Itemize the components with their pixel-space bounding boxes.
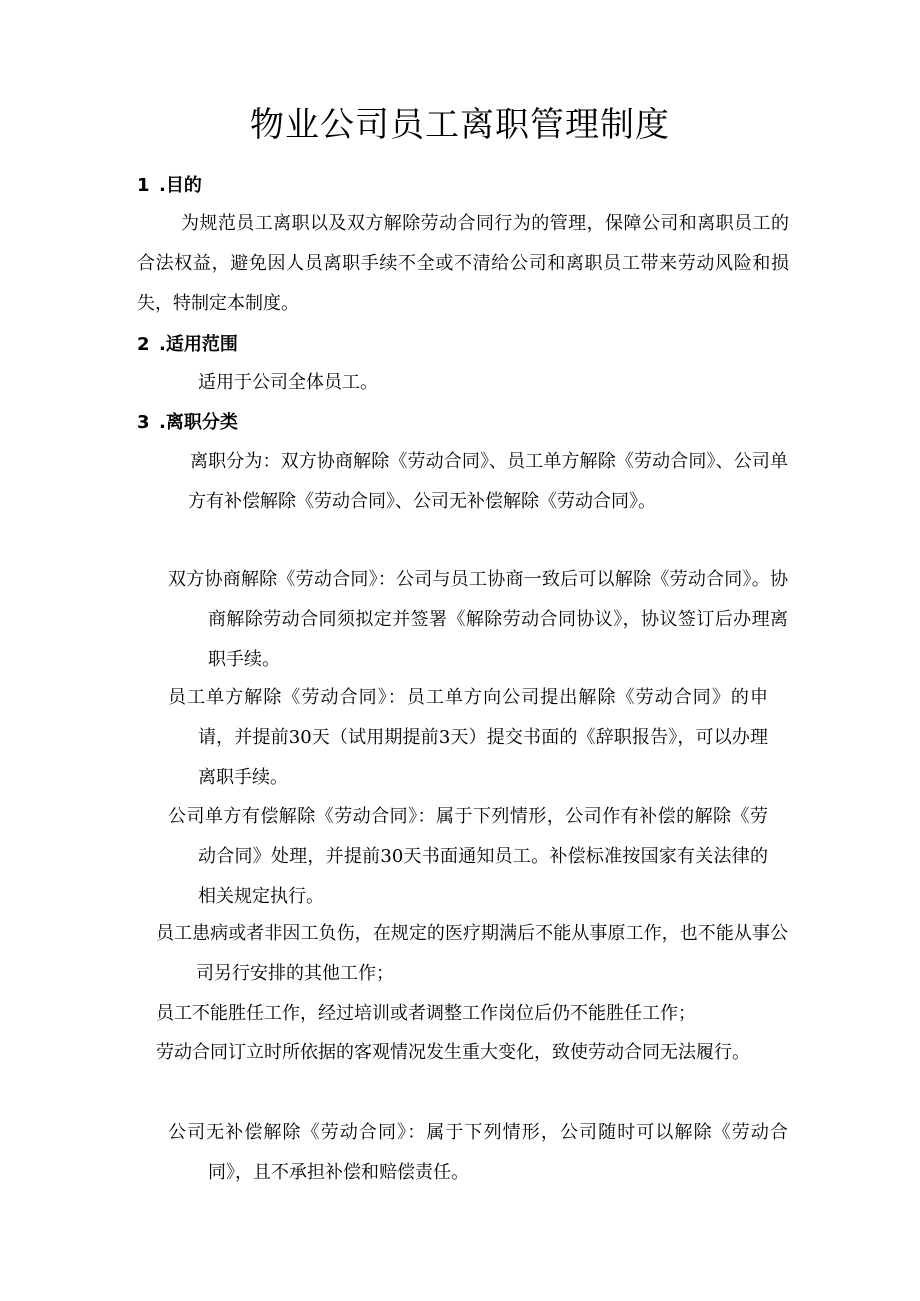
company-uncompensated-termination-paragraph: 公司无补偿解除《劳动合同》：属于下列情形，公司随时可以解除《劳动合同》，且不承担补偿和赔偿责任。: [168, 1122, 788, 1183]
case-incompetent-item: 员工不能胜任工作，经过培训或者调整工作岗位后仍不能胜任工作；: [156, 1003, 696, 1024]
category-intro-paragraph: 离职分为：双方协商解除《劳动合同》、员工单方解除《劳动合同》、公司单方有补偿解除《劳动合同》、公司无补偿解除《劳动合同》。: [188, 451, 788, 512]
section-number: 1: [137, 175, 150, 196]
section-number: 3: [137, 412, 150, 433]
mutual-termination-paragraph: 双方协商解除《劳动合同》：公司与员工协商一致后可以解除《劳动合同》。协商解除劳动合同须拟定并签署《解除劳动合同协议》，协议签订后办理离职手续。: [168, 569, 788, 670]
section-heading-scope: [137, 332, 238, 358]
purpose-paragraph: 为规范员工离职以及双方解除劳动合同行为的管理，保障公司和离职员工的合法权益，避免因人员离职手续不全或不清给公司和离职员工带来劳动风险和损失，特制定本制度。: [137, 213, 789, 314]
section-heading-categories: [137, 410, 238, 436]
section-title: .目的: [159, 175, 202, 196]
case-change-item: 劳动合同订立时所依据的客观情况发生重大变化，致使劳动合同无法履行。: [156, 1042, 750, 1063]
case-illness-item: 员工患病或者非因工负伤，在规定的医疗期满后不能从事原工作，也不能从事公司另行安排的其他工作；: [156, 923, 788, 984]
section-title: .离职分类: [159, 412, 238, 433]
section-title: .适用范围: [159, 334, 238, 355]
section-heading-purpose: [137, 173, 202, 199]
section-number: 2: [137, 334, 150, 355]
company-compensated-termination-paragraph: 公司单方有偿解除《劳动合同》：属于下列情形，公司作有补偿的解除《劳动合同》处理，并提前30天书面通知员工。补偿标准按国家有关法律的相关规定执行。: [168, 806, 768, 907]
employee-termination-paragraph: 员工单方解除《劳动合同》：员工单方向公司提出解除《劳动合同》的申请，并提前30天（试用期提前3天）提交书面的《辞职报告》，可以办理离职手续。: [168, 687, 768, 788]
scope-paragraph: 适用于公司全体员工。: [198, 372, 378, 393]
document-title: 物业公司员工离职管理制度: [250, 105, 670, 145]
